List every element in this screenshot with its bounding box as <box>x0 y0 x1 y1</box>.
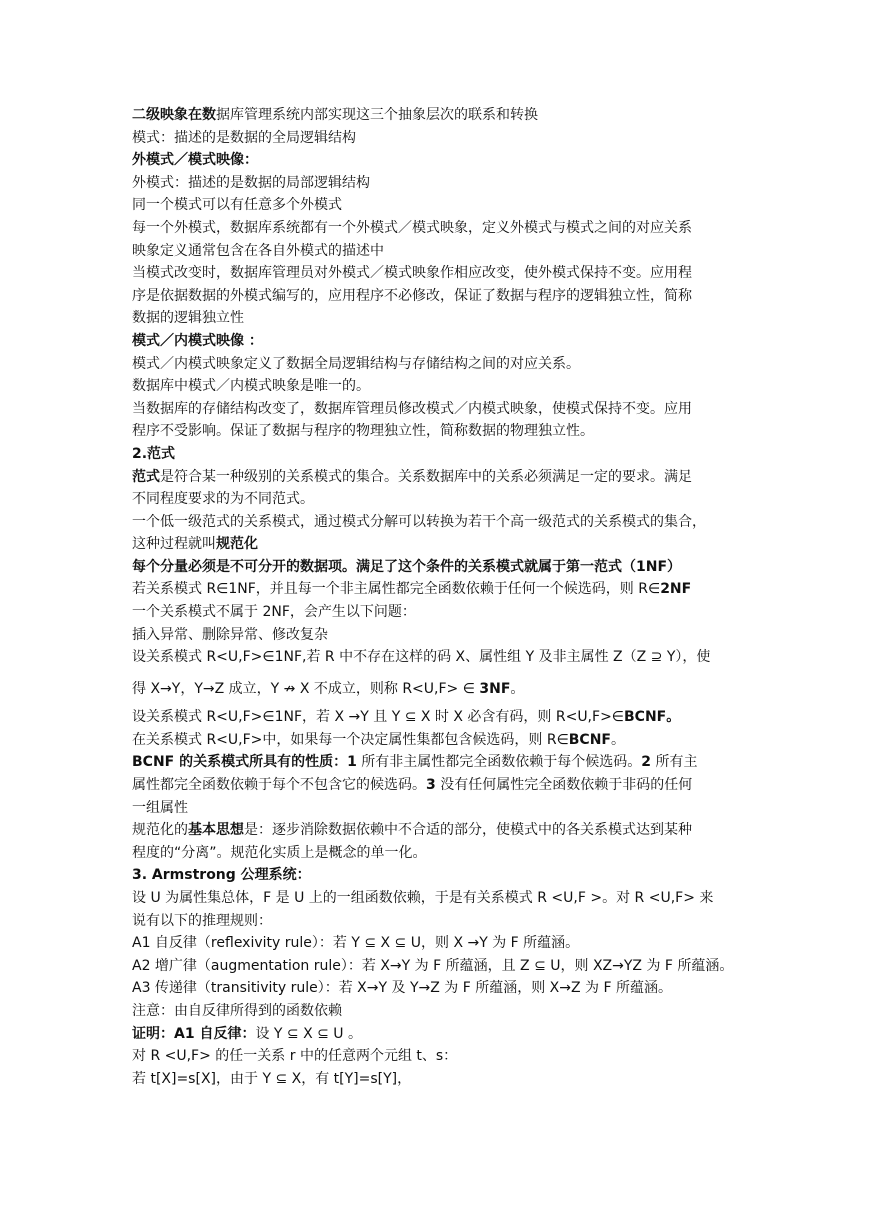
text-run: 同一个模式可以有任意多个外模式 <box>132 197 342 214</box>
text-run: 是符合某一种级别的关系模式的集合。关系数据库中的关系必须满足一定的要求。满足 <box>160 468 692 485</box>
document-body <box>132 104 742 1090</box>
bold-text-run: 3 <box>426 777 436 794</box>
text-line <box>132 1045 742 1068</box>
text-line <box>132 578 742 601</box>
text-line <box>132 1068 742 1091</box>
text-run: 当数据库的存储结构改变了，数据库管理员修改模式／内模式映象，使模式保持不变。应用 <box>132 400 692 417</box>
text-line <box>132 1000 742 1023</box>
text-line <box>132 149 742 172</box>
text-line <box>132 646 742 669</box>
text-run: 对 R <U,F> 的任一关系 r 中的任意两个元组 t、s： <box>132 1048 458 1065</box>
text-run: 是：逐步消除数据依赖中不合适的部分，使模式中的各关系模式达到某种 <box>244 822 692 839</box>
text-run: 若关系模式 R∈1NF，并且每一个非主属性都完全函数依赖于任何一个候选码，则 R∈ <box>132 581 661 598</box>
text-run: 当模式改变时，数据库管理员对外模式／模式映象作相应改变，使外模式保持不变。应用程 <box>132 265 692 282</box>
text-line <box>132 172 742 195</box>
text-run: 所有非主属性都完全函数依赖于每个候选码。 <box>356 754 642 771</box>
text-run: 映象定义通常包含在各自外模式的描述中 <box>132 242 384 259</box>
bold-text-run: 3NF <box>479 680 511 697</box>
text-run: 插入异常、删除异常、修改复杂 <box>132 626 328 643</box>
text-run: 属性都完全函数依赖于每个不包含它的候选码。 <box>132 777 426 794</box>
text-line <box>132 955 742 978</box>
text-run: 没有任何属性完全函数依赖于非码的任何 <box>435 777 693 794</box>
text-run: 所有主 <box>651 754 698 771</box>
text-line <box>132 443 742 466</box>
text-line <box>132 669 742 703</box>
text-run: A1 自反律（reflexivity rule）：若 Y ⊆ X ⊆ U，则 X →Y 为 F 所蕴涵。 <box>132 935 580 952</box>
text-line <box>132 240 742 263</box>
text-run: 这种过程就叫 <box>132 536 216 553</box>
text-run: 不同程度要求的为不同范式。 <box>132 491 314 508</box>
bold-text-run: BCNF <box>568 731 611 748</box>
bold-text-run: BCNF 的关系模式所具有的性质：1 <box>132 754 357 771</box>
text-run: 据库管理系统内部实现这三个抽象层次的联系和转换 <box>216 107 538 123</box>
bold-text-run: 证明：A1 自反律： <box>132 1025 256 1042</box>
bold-text-run: 2.范式 <box>132 445 176 462</box>
text-run: 设 U 为属性集总体，F 是 U 上的一组函数依赖，于是有关系模式 R <U,F >。对 R <U,F> 来 <box>132 890 714 906</box>
text-run: 程度的“分离”。规范化实质上是概念的单一化。 <box>132 844 427 861</box>
text-line <box>132 556 742 579</box>
bold-text-run: 范式 <box>132 468 160 485</box>
text-line <box>132 330 742 353</box>
text-run: A3 传递律（transitivity rule）：若 X→Y 及 Y→Z 为 F 所蕴涵，则 X→Z 为 F 所蕴涵。 <box>132 980 672 997</box>
text-run: 一组属性 <box>132 799 188 816</box>
text-run: 。 <box>611 731 625 748</box>
text-run: 程序不受影响。保证了数据与程序的物理独立性，简称数据的物理独立性。 <box>132 423 594 440</box>
text-run: 一个低一级范式的关系模式，通过模式分解可以转换为若干个高一级范式的关系模式的集合， <box>132 513 706 530</box>
bold-text-run: 规范化 <box>216 536 258 553</box>
text-line <box>132 533 742 556</box>
bold-text-run: 2NF <box>660 581 692 598</box>
text-line <box>132 353 742 376</box>
text-line <box>132 977 742 1000</box>
text-run: A2 增广律（augmentation rule）：若 X→Y 为 F 所蕴涵，且 Z ⊆ U，则 XZ→YZ 为 F 所蕴涵。 <box>132 957 734 974</box>
bold-text-run: 3. Armstrong 公理系统： <box>132 867 311 884</box>
text-line <box>132 887 742 910</box>
text-line <box>132 932 742 955</box>
text-line <box>132 398 742 421</box>
text-line <box>132 601 742 624</box>
bold-text-run: 外模式／模式映像： <box>132 152 258 169</box>
text-run: 数据的逻辑独立性 <box>132 310 244 327</box>
text-run: 得 X→Y，Y→Z 成立，Y ↛ X 不成立，则称 R<U,F> ∈ <box>132 680 480 697</box>
text-run: 设关系模式 R<U,F>∈1NF，若 X →Y 且 Y ⊆ X 时 X 必含有码，则 R<U,F>∈ <box>132 708 624 725</box>
text-run: 说有以下的推理规则： <box>132 912 272 929</box>
text-run: 。 <box>510 680 525 697</box>
text-line <box>132 466 742 489</box>
text-run: 每一个外模式，数据库系统都有一个外模式／模式映象，定义外模式与模式之间的对应关系 <box>132 219 692 236</box>
text-run: 设 Y ⊆ X ⊆ U 。 <box>255 1025 363 1042</box>
text-line <box>132 703 742 729</box>
text-line <box>132 420 742 443</box>
bold-text-run: 二级映象在数 <box>132 107 216 123</box>
text-line <box>132 217 742 240</box>
text-line <box>132 1023 742 1046</box>
text-run: 外模式：描述的是数据的局部逻辑结构 <box>132 174 370 191</box>
bold-text-run: 基本思想 <box>188 822 244 839</box>
text-line <box>132 488 742 511</box>
text-line <box>132 127 742 150</box>
text-line <box>132 194 742 217</box>
bold-text-run: 模式／内模式映像 ： <box>132 332 263 349</box>
text-line <box>132 842 742 865</box>
text-line <box>132 797 742 820</box>
text-run: 一个关系模式不属于 2NF，会产生以下问题： <box>132 604 416 621</box>
text-line <box>132 624 742 647</box>
text-line <box>132 104 742 127</box>
text-line <box>132 729 742 752</box>
text-run: 注意：由自反律所得到的函数依赖 <box>132 1002 342 1019</box>
text-line <box>132 774 742 797</box>
text-line <box>132 307 742 330</box>
text-run: 在关系模式 R<U,F>中，如果每一个决定属性集都包含候选码，则 R∈ <box>132 731 569 748</box>
bold-text-run: 2 <box>641 754 652 771</box>
text-line <box>132 285 742 308</box>
text-run: 若 t[X]=s[X]，由于 Y ⊆ X，有 t[Y]=s[Y]， <box>132 1070 412 1087</box>
text-line <box>132 511 742 534</box>
text-line <box>132 375 742 398</box>
text-line <box>132 910 742 933</box>
bold-text-run: BCNF。 <box>624 708 681 725</box>
bold-text-run: 每个分量必须是不可分开的数据项。满足了这个条件的关系模式就属于第一范式（1NF） <box>132 558 682 575</box>
text-run: 序是依据数据的外模式编写的，应用程序不必修改，保证了数据与程序的逻辑独立性，简称 <box>132 287 692 304</box>
text-run: 模式／内模式映象定义了数据全局逻辑结构与存储结构之间的对应关系。 <box>132 355 580 372</box>
text-line <box>132 262 742 285</box>
text-line <box>132 751 742 774</box>
text-run: 模式：描述的是数据的全局逻辑结构 <box>132 129 356 146</box>
text-run: 规范化的 <box>132 822 188 839</box>
text-line <box>132 819 742 842</box>
text-run: 设关系模式 R<U,F>∈1NF,若 R 中不存在这样的码 X、属性组 Y 及非主属性 Z（Z ⊇ Y），使 <box>132 649 711 666</box>
text-line <box>132 864 742 887</box>
text-run: 数据库中模式／内模式映象是唯一的。 <box>132 378 370 395</box>
